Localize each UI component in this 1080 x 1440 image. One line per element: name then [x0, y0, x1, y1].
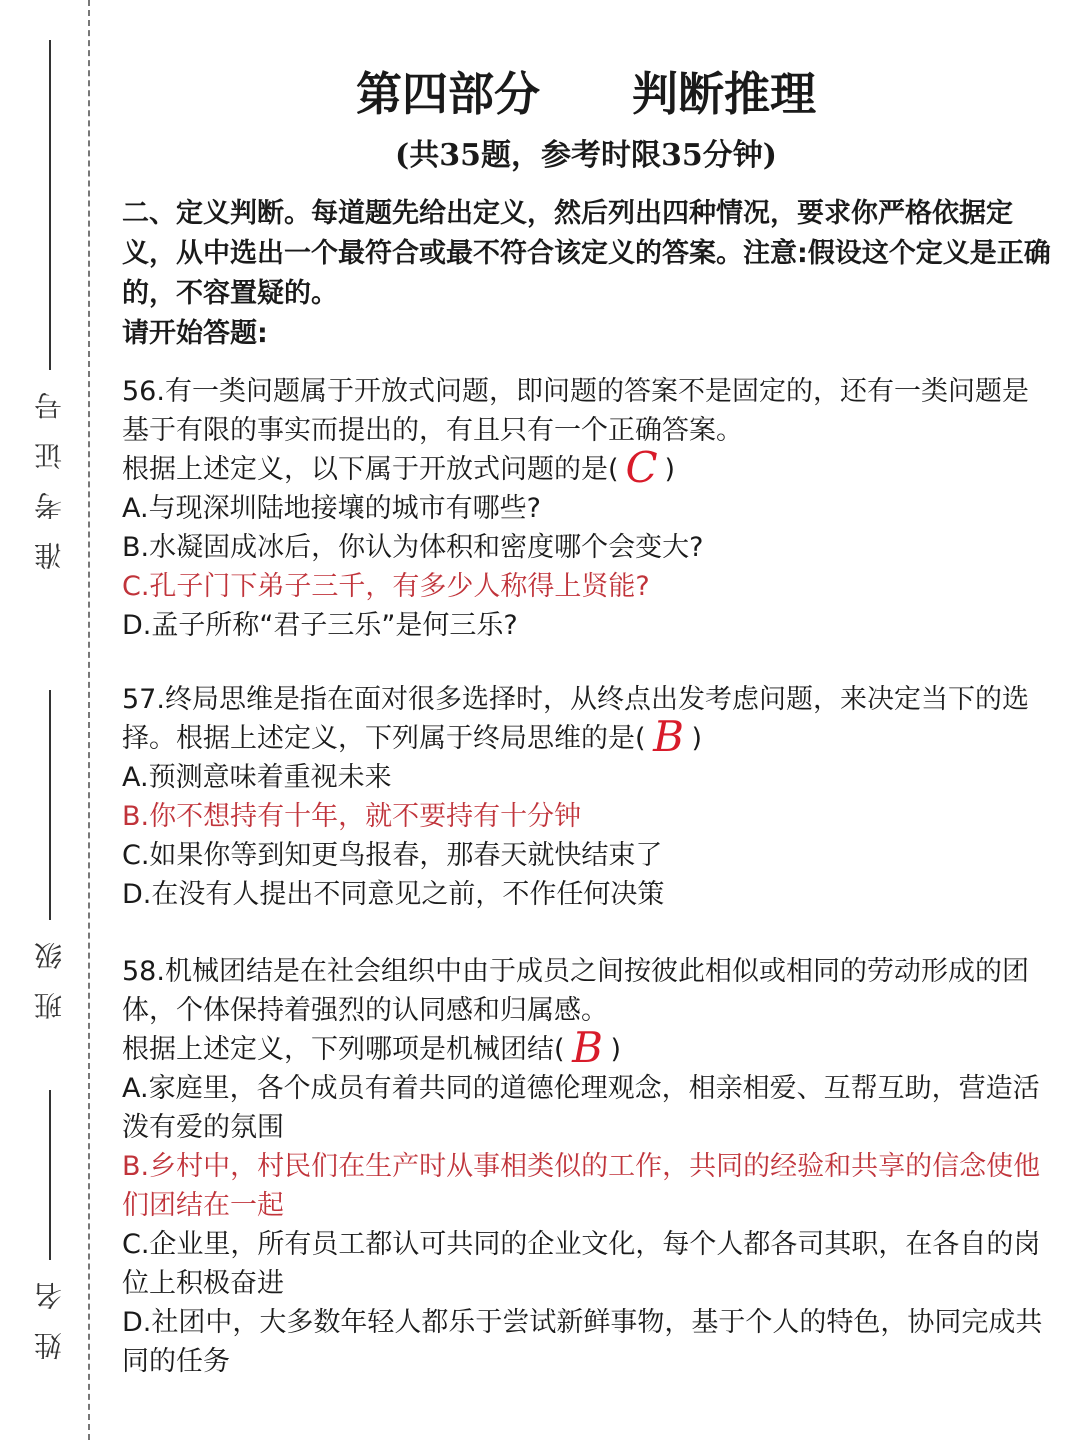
name-label: 姓名 [33, 1260, 66, 1360]
option-b: B.水凝固成冰后，你认为体积和密度哪个会变大? [122, 532, 704, 563]
option-a: A.与现深圳陆地接壤的城市有哪些? [122, 493, 541, 524]
dashed-cut-line [88, 0, 90, 1440]
option-a: A.家庭里，各个成员有着共同的道德伦理观念，相亲相爱、互帮互助，营造活泼有爱的氛围 [122, 1073, 1040, 1143]
exam-number-field [30, 40, 70, 570]
question-stem [122, 680, 1054, 761]
instructions-body: 二、定义判断。每道题先给出定义，然后列出四种情况，要求你严格依据定义，从中选出一个最符合或最不符合该定义的答案。注意:假设这个定义是正确的，不容置疑的。 [122, 198, 1051, 309]
stem-text: 57.终局思维是指在面对很多选择时，从终点出发考虑问题，来决定当下的选择。根据上述定义，下列属于终局思维的是( [122, 684, 1029, 754]
class-line [49, 690, 51, 920]
section-subtitle: (共35题，参考时限35分钟) [395, 138, 777, 173]
prompt-text: 根据上述定义，以下属于开放式问题的是( [122, 454, 619, 485]
question-stem: 56.有一类问题属于开放式问题，即问题的答案不是固定的，还有一类问题是基于有限的事实而提出的，有且只有一个正确答案。 [122, 376, 1029, 446]
option-c: C.如果你等到知更鸟报春，那春天就快结束了 [122, 840, 663, 871]
handwritten-answer: B [572, 1023, 603, 1072]
name-field [30, 1090, 70, 1360]
question-57 [122, 680, 1054, 914]
handwritten-answer: B [653, 712, 684, 761]
exam-number-line [49, 40, 51, 370]
option-d: D.孟子所称“君子三乐”是何三乐? [122, 610, 518, 641]
option-d: D.在没有人提出不同意见之前，不作任何决策 [122, 879, 665, 910]
prompt-close: ) [664, 454, 676, 485]
prompt-close: ) [610, 1034, 622, 1065]
question-56 [122, 372, 1054, 645]
prompt-close: ) [691, 723, 703, 754]
instructions-start: 请开始答题: [122, 318, 268, 349]
question-prompt [122, 1023, 1054, 1072]
prompt-text: 根据上述定义，下列哪项是机械团结( [122, 1034, 565, 1065]
option-b-correct: B.你不想持有十年，就不要持有十分钟 [122, 801, 582, 832]
question-prompt [122, 443, 1054, 492]
instructions [122, 194, 1052, 354]
option-a: A.预测意味着重视未来 [122, 762, 392, 793]
binding-margin [0, 0, 92, 1440]
exam-number-label: 准考证号 [33, 370, 66, 570]
option-c-correct: C.孔子门下弟子三千，有多少人称得上贤能? [122, 571, 650, 602]
option-c: C.企业里，所有员工都认可共同的企业文化，每个人都各司其职，在各自的岗位上积极奋进 [122, 1229, 1041, 1299]
name-line [49, 1090, 51, 1260]
section-title: 第四部分 判断推理 [356, 67, 816, 121]
question-58 [122, 952, 1054, 1381]
class-field [30, 690, 70, 1020]
option-b-correct: B.乡村中，村民们在生产时从事相类似的工作，共同的经验和共享的信念使他们团结在一起 [122, 1151, 1041, 1221]
class-label: 班级 [33, 920, 66, 1020]
handwritten-answer: C [625, 443, 658, 492]
option-d: D.社团中，大多数年轻人都乐于尝试新鲜事物，基于个人的特色，协同完成共同的任务 [122, 1307, 1043, 1377]
question-stem: 58.机械团结是在社会组织中由于成员之间按彼此相似或相同的劳动形成的团体，个体保持着强烈的认同感和归属感。 [122, 956, 1029, 1026]
